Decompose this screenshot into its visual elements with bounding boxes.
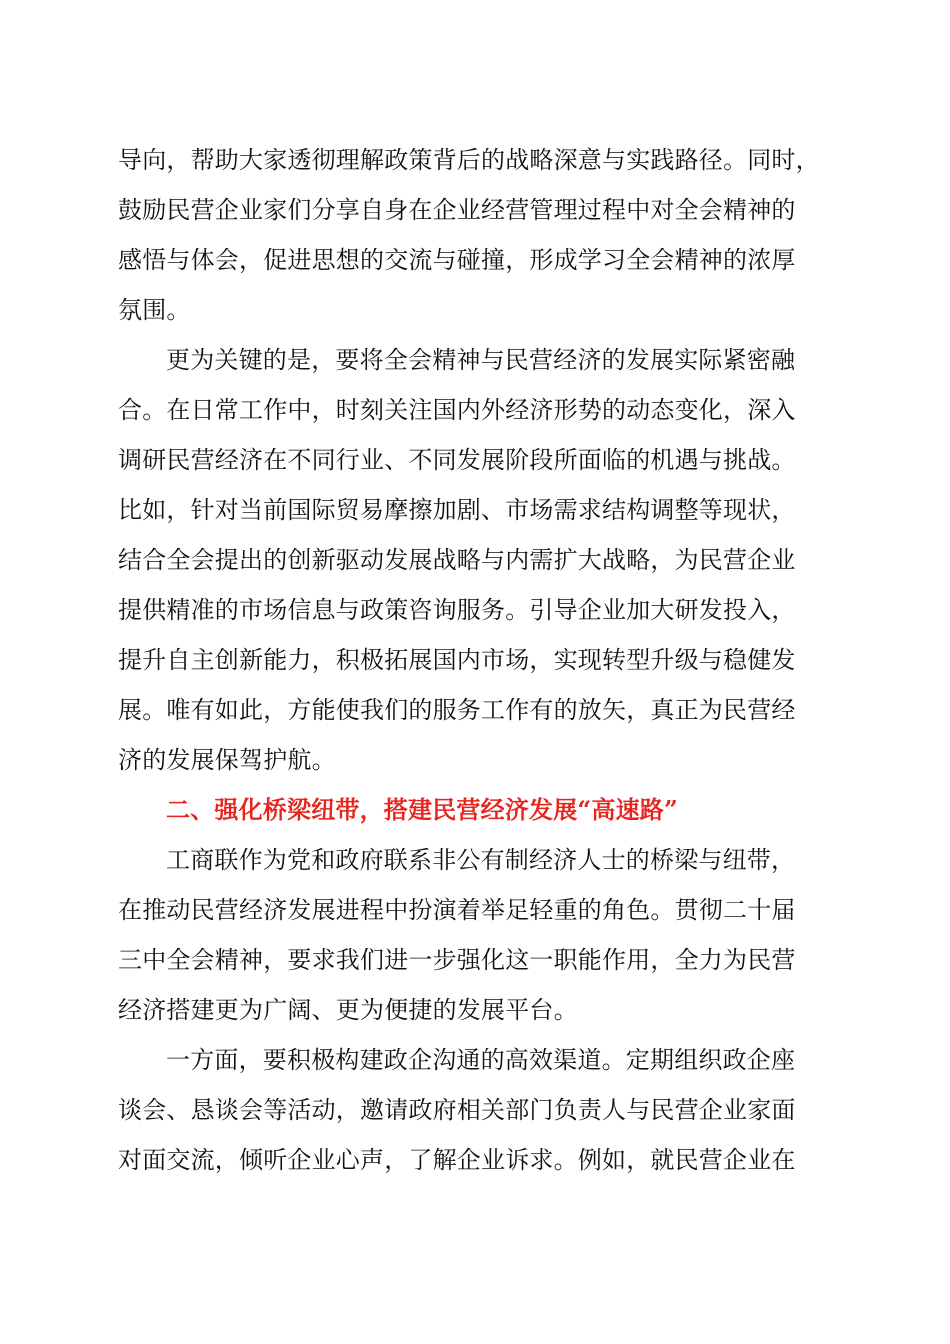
paragraph-line: 氛围。: [118, 296, 191, 324]
paragraph-line: 提升自主创新能力，积极拓展国内市场，实现转型升级与稳健发: [118, 646, 796, 674]
paragraph-line: 鼓励民营企业家们分享自身在企业经营管理过程中对全会精神的: [118, 196, 796, 224]
section-heading: 二、强化桥梁纽带，搭建民营经济发展“高速路”: [166, 795, 679, 824]
paragraph-line: 提供精准的市场信息与政策咨询服务。引导企业加大研发投入，: [118, 596, 796, 624]
paragraph-line: 展。唯有如此，方能使我们的服务工作有的放矢，真正为民营经: [118, 696, 796, 724]
paragraph-line: 结合全会提出的创新驱动发展战略与内需扩大战略，为民营企业: [118, 546, 796, 574]
paragraph-line: 三中全会精神，要求我们进一步强化这一职能作用，全力为民营: [118, 946, 796, 974]
paragraph-line: 经济搭建更为广阔、更为便捷的发展平台。: [118, 996, 578, 1024]
paragraph-line: 比如，针对当前国际贸易摩擦加剧、市场需求结构调整等现状，: [118, 496, 796, 524]
paragraph-line: 工商联作为党和政府联系非公有制经济人士的桥梁与纽带，: [166, 846, 796, 874]
paragraph-line: 更为关键的是，要将全会精神与民营经济的发展实际紧密融: [166, 346, 796, 374]
paragraph-line: 在推动民营经济发展进程中扮演着举足轻重的角色。贯彻二十届: [118, 896, 796, 924]
paragraph-line: 导向，帮助大家透彻理解政策背后的战略深意与实践路径。同时，: [118, 146, 820, 174]
paragraph-line: 对面交流，倾听企业心声，了解企业诉求。例如，就民营企业在: [118, 1146, 796, 1174]
paragraph-line: 济的发展保驾护航。: [118, 746, 336, 774]
paragraph-line: 感悟与体会，促进思想的交流与碰撞，形成学习全会精神的浓厚: [118, 246, 796, 274]
paragraph-line: 合。在日常工作中，时刻关注国内外经济形势的动态变化，深入: [118, 396, 796, 424]
paragraph-line: 一方面，要积极构建政企沟通的高效渠道。定期组织政企座: [166, 1046, 796, 1074]
paragraph-line: 调研民营经济在不同行业、不同发展阶段所面临的机遇与挑战。: [118, 446, 796, 474]
paragraph-line: 谈会、恳谈会等活动，邀请政府相关部门负责人与民营企业家面: [118, 1096, 796, 1124]
